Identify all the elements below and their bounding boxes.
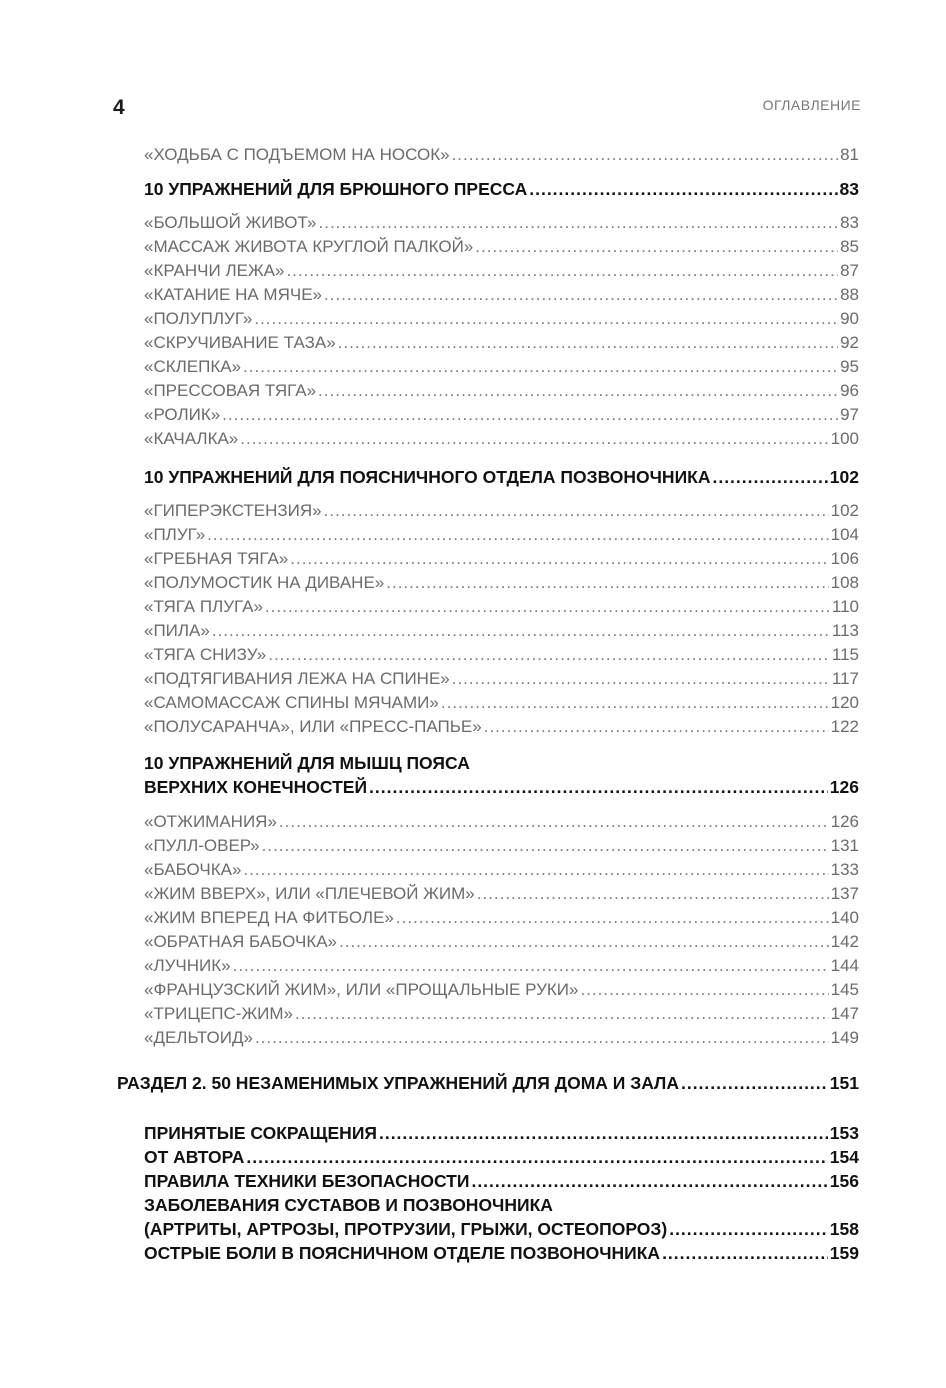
toc-section-page: 151 xyxy=(829,1073,859,1093)
toc-entry xyxy=(144,1145,859,1169)
toc-leader-dots xyxy=(319,211,839,235)
toc-leader-dots xyxy=(471,1169,827,1193)
toc-leader-dots xyxy=(452,667,830,691)
toc-entry-title: ОТ АВТОРА xyxy=(144,1147,245,1167)
toc-entry-page: 117 xyxy=(831,669,859,688)
toc-entry-title: «ОТЖИМАНИЯ» xyxy=(144,812,277,831)
toc-entry-title: «СКРУЧИВАНИЕ ТАЗА» xyxy=(144,333,336,352)
toc-entry-title: (АРТРИТЫ, АРТРОЗЫ, ПРОТРУЗИИ, ГРЫЖИ, ОСТЕОПОРОЗ) xyxy=(144,1219,668,1239)
toc-entry-page: 97 xyxy=(840,405,859,424)
toc-entry-title: «КАТАНИЕ НА МЯЧЕ» xyxy=(144,285,322,304)
toc-entry-page: 156 xyxy=(829,1171,859,1191)
toc-entry-page: 142 xyxy=(830,932,859,951)
toc-group-heading-line: 10 УПРАЖНЕНИЙ ДЛЯ МЫШЦ ПОЯСА xyxy=(144,753,470,773)
toc-heading-title: 10 УПРАЖНЕНИЙ ДЛЯ ПОЯСНИЧНОГО ОТДЕЛА ПОЗВОНОЧНИКА xyxy=(144,467,711,487)
toc-entry-title: «КРАНЧИ ЛЕЖА» xyxy=(144,261,285,280)
toc-leader-dots xyxy=(246,1145,827,1169)
toc-entry-title: «ЖИМ ВВЕРХ», ИЛИ «ПЛЕЧЕВОЙ ЖИМ» xyxy=(144,884,475,903)
toc-entry-title: «СКЛЕПКА» xyxy=(144,357,242,376)
toc-entry xyxy=(144,930,859,954)
toc-entry-page: 137 xyxy=(830,884,859,903)
toc-entry-title: «ГРЕБНАЯ ТЯГА» xyxy=(144,549,289,568)
toc-entry-page: 144 xyxy=(830,956,859,975)
toc-leader-dots xyxy=(268,643,830,667)
toc-entry-page: 83 xyxy=(840,213,859,232)
toc-entry-page: 158 xyxy=(829,1219,859,1239)
toc-leader-dots xyxy=(212,619,830,643)
toc-entry xyxy=(144,834,859,858)
toc-entry-page: 120 xyxy=(830,693,859,712)
toc-leader-dots xyxy=(712,465,827,489)
toc-entry-page: 159 xyxy=(829,1243,859,1263)
toc-entry-page: 133 xyxy=(830,860,859,879)
toc-entry-page: 140 xyxy=(830,908,859,927)
toc-entry xyxy=(144,691,859,715)
toc-entry-title: «ПЛУГ» xyxy=(144,525,206,544)
toc-leader-dots xyxy=(286,259,838,283)
toc-leader-dots xyxy=(254,307,838,331)
toc-leader-dots xyxy=(529,177,837,201)
toc-entry xyxy=(144,595,859,619)
toc-entry xyxy=(144,643,859,667)
toc-entry xyxy=(144,143,859,167)
toc-entry xyxy=(144,858,859,882)
toc-entry xyxy=(144,283,859,307)
toc-heading-page: 126 xyxy=(829,777,859,797)
toc-leader-dots xyxy=(338,331,838,355)
toc-leader-dots xyxy=(339,930,829,954)
toc-entry-title: «МАССАЖ ЖИВОТА КРУГЛОЙ ПАЛКОЙ» xyxy=(144,237,474,256)
toc-leader-dots xyxy=(324,283,838,307)
toc-leader-dots xyxy=(386,571,828,595)
toc-entry xyxy=(144,978,859,1002)
toc-leader-dots xyxy=(441,691,829,715)
toc-entry xyxy=(144,355,859,379)
toc-leader-dots xyxy=(207,523,828,547)
toc-leader-dots xyxy=(240,427,828,451)
toc-entry-title: «ПОДТЯГИВАНИЯ ЛЕЖА НА СПИНЕ» xyxy=(144,669,450,688)
toc-entry-title: «ЖИМ ВПЕРЕД НА ФИТБОЛЕ» xyxy=(144,908,394,927)
toc-entry-title: «ПРЕССОВАЯ ТЯГА» xyxy=(144,381,317,400)
toc-entry-title: «ФРАНЦУЗСКИЙ ЖИМ», ИЛИ «ПРОЩАЛЬНЫЕ РУКИ» xyxy=(144,980,579,999)
toc-leader-dots xyxy=(452,143,839,167)
toc-entry xyxy=(144,259,859,283)
toc-entry-title: ПРИНЯТЫЕ СОКРАЩЕНИЯ xyxy=(144,1123,377,1143)
toc-leader-dots xyxy=(681,1071,828,1095)
toc-leader-dots xyxy=(477,882,829,906)
toc-entry-page: 115 xyxy=(831,645,859,664)
toc-leader-dots xyxy=(243,355,838,379)
toc-entry xyxy=(144,667,859,691)
toc-entry-title: «РОЛИК» xyxy=(144,405,221,424)
toc-leader-dots xyxy=(222,403,838,427)
toc-entry-title: «ПИЛА» xyxy=(144,621,210,640)
toc-entry-page: 104 xyxy=(830,525,859,544)
toc-entry-page: 106 xyxy=(830,549,859,568)
toc-leader-dots xyxy=(369,775,828,799)
toc-entry xyxy=(144,1241,859,1265)
toc-leader-dots xyxy=(290,547,828,571)
toc-entry-title: «ЛУЧНИК» xyxy=(144,956,231,975)
toc-entry-page: 126 xyxy=(830,812,859,831)
toc-entry-page: 145 xyxy=(830,980,859,999)
toc-entry-page: 131 xyxy=(830,836,859,855)
toc-heading-page: 102 xyxy=(829,467,859,487)
toc-leader-dots xyxy=(324,499,829,523)
toc-leader-dots xyxy=(318,379,838,403)
toc-entry-page: 95 xyxy=(840,357,859,376)
toc-entry-page: 154 xyxy=(829,1147,859,1167)
toc-entry xyxy=(144,499,859,523)
toc-entry-title: «ПОЛУПЛУГ» xyxy=(144,309,253,328)
toc-entry-page: 102 xyxy=(830,501,859,520)
toc-entry-page: 110 xyxy=(831,597,859,616)
toc-entry xyxy=(144,403,859,427)
toc-leader-dots xyxy=(662,1241,828,1265)
toc-leader-dots xyxy=(255,1026,829,1050)
toc-leader-dots xyxy=(580,978,828,1002)
toc-entry-page: 100 xyxy=(830,429,859,448)
toc-entry-title: «ОБРАТНАЯ БАБОЧКА» xyxy=(144,932,338,951)
toc-entry xyxy=(144,1026,859,1050)
toc-leader-dots xyxy=(233,954,829,978)
toc-entry xyxy=(144,523,859,547)
toc-group-heading xyxy=(144,465,859,489)
toc-group-heading xyxy=(144,177,859,201)
toc-group-heading xyxy=(144,775,859,799)
toc-leader-dots xyxy=(379,1121,828,1145)
toc-entry-title: «ТЯГА СНИЗУ» xyxy=(144,645,267,664)
toc-leader-dots xyxy=(396,906,829,930)
toc-entry xyxy=(144,211,859,235)
toc-entry xyxy=(144,715,859,739)
toc-entry xyxy=(144,307,859,331)
toc-entry-title: «ПОЛУСАРАНЧА», ИЛИ «ПРЕСС-ПАПЬЕ» xyxy=(144,717,482,736)
toc-entry-page: 87 xyxy=(840,261,859,280)
toc-entry xyxy=(144,1217,859,1241)
toc-heading-page: 83 xyxy=(839,179,859,199)
toc-section-heading xyxy=(117,1071,859,1095)
toc-entry-title: «БОЛЬШОЙ ЖИВОТ» xyxy=(144,213,317,232)
toc-entry-title: «ХОДЬБА С ПОДЪЕМОМ НА НОСОК» xyxy=(144,145,450,164)
toc-entry-page: 85 xyxy=(840,237,859,256)
toc-leader-dots xyxy=(669,1217,828,1241)
toc-entry-title: «ТРИЦЕПС-ЖИМ» xyxy=(144,1004,293,1023)
toc-entry-title: «БАБОЧКА» xyxy=(144,860,242,879)
toc-entry-title: «ТЯГА ПЛУГА» xyxy=(144,597,263,616)
toc-entry-page: 153 xyxy=(829,1123,859,1143)
toc-entry-page: 149 xyxy=(830,1028,859,1047)
toc-entry-page: 88 xyxy=(840,285,859,304)
toc-entry-title: «ГИПЕРЭКСТЕНЗИЯ» xyxy=(144,501,322,520)
toc-section-title: РАЗДЕЛ 2. 50 НЕЗАМЕНИМЫХ УПРАЖНЕНИЙ ДЛЯ ДОМА И ЗАЛА xyxy=(117,1073,679,1093)
toc-leader-dots xyxy=(295,1002,829,1026)
toc-entry xyxy=(144,235,859,259)
toc-entry-title: ОСТРЫЕ БОЛИ В ПОЯСНИЧНОМ ОТДЕЛЕ ПОЗВОНОЧНИКА xyxy=(144,1243,661,1263)
page-number: 4 xyxy=(113,96,125,119)
toc-leader-dots xyxy=(475,235,838,259)
toc-entry-page: 108 xyxy=(830,573,859,592)
toc-entry-title: «САМОМАССАЖ СПИНЫ МЯЧАМИ» xyxy=(144,693,439,712)
toc-entry xyxy=(144,379,859,403)
running-head: ОГЛАВЛЕНИЕ xyxy=(762,97,861,113)
toc-entry xyxy=(144,571,859,595)
toc-entry-title: ПРАВИЛА ТЕХНИКИ БЕЗОПАСНОСТИ xyxy=(144,1171,470,1191)
toc-entry xyxy=(144,1121,859,1145)
toc-entry xyxy=(144,1002,859,1026)
toc-entry-title: «КАЧАЛКА» xyxy=(144,429,239,448)
toc-entry xyxy=(144,331,859,355)
toc-entry xyxy=(144,1169,859,1193)
toc-heading-title: ВЕРХНИХ КОНЕЧНОСТЕЙ xyxy=(144,777,368,797)
toc-leader-dots xyxy=(484,715,829,739)
toc-entry xyxy=(144,547,859,571)
toc-entry-page: 92 xyxy=(840,333,859,352)
toc-heading-title: 10 УПРАЖНЕНИЙ ДЛЯ БРЮШНОГО ПРЕССА xyxy=(144,179,528,199)
toc-entry xyxy=(144,882,859,906)
toc-entry-title: «ПУЛЛ-ОВЕР» xyxy=(144,836,260,855)
toc-leader-dots xyxy=(262,834,829,858)
toc-leader-dots xyxy=(265,595,830,619)
toc-entry-page: 96 xyxy=(840,381,859,400)
toc-entry xyxy=(144,810,859,834)
toc-entry-line: ЗАБОЛЕВАНИЯ СУСТАВОВ И ПОЗВОНОЧНИКА xyxy=(144,1195,553,1215)
toc-entry-page: 122 xyxy=(830,717,859,736)
toc-entry-title: «ДЕЛЬТОИД» xyxy=(144,1028,253,1047)
toc-entry xyxy=(144,906,859,930)
toc-entry-page: 147 xyxy=(830,1004,859,1023)
toc-entry xyxy=(144,427,859,451)
toc-entry-page: 113 xyxy=(831,621,859,640)
toc-entry-title: «ПОЛУМОСТИК НА ДИВАНЕ» xyxy=(144,573,385,592)
toc-leader-dots xyxy=(243,858,828,882)
toc-leader-dots xyxy=(279,810,829,834)
toc-entry-page: 90 xyxy=(840,309,859,328)
toc-entry xyxy=(144,619,859,643)
toc-entry xyxy=(144,954,859,978)
toc-entry-page: 81 xyxy=(840,145,859,164)
